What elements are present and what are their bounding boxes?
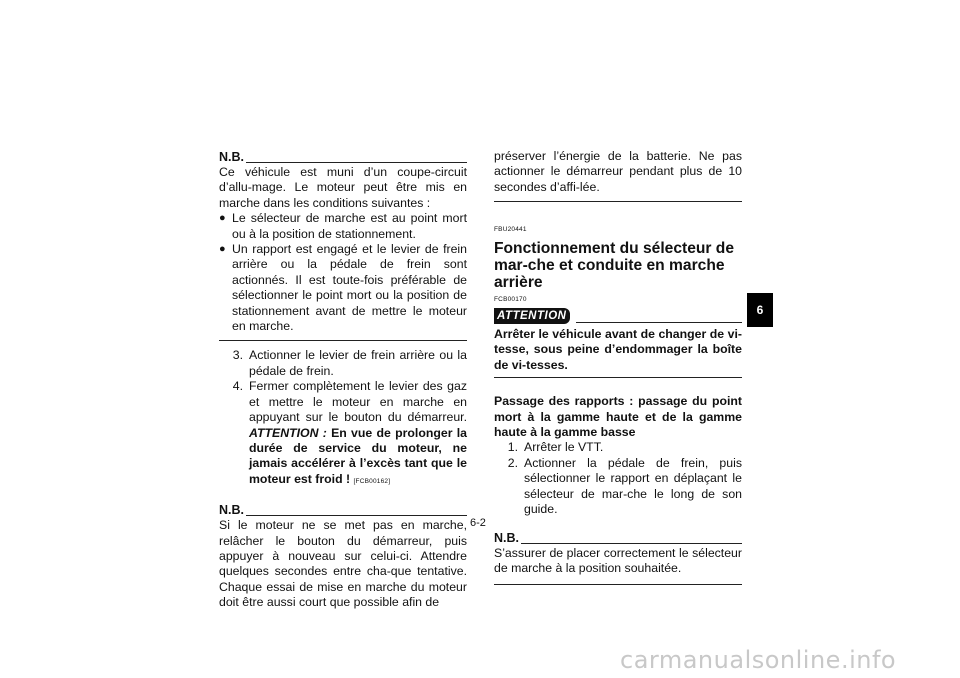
bullet-icon: ● (219, 243, 226, 256)
list-item: ● Le sélecteur de marche est au point mort ou à la position de stationnement. (219, 211, 467, 241)
page-number: 6-2 (470, 517, 486, 529)
nb-end-rule (494, 584, 742, 585)
section-title: Fonctionnement du sélecteur de mar-che et conduite en marche arrière (494, 239, 735, 291)
nb-rule (521, 543, 742, 544)
attention-text: En vue de prolonger la durée de service du moteur, ne jamais accélérer à l’excès tant que le moteur est froid ! (249, 425, 468, 486)
attention-text: Arrêter le véhicule avant de changer de vi-tesse, sous peine d’endommager la boîte de vi-tesses. (494, 327, 742, 372)
watermark: carmanualsonline.info (620, 646, 897, 674)
reference-code: [FCB00162] (353, 477, 391, 485)
attention-rule (576, 322, 742, 323)
nb-end-rule (219, 340, 467, 341)
nb-heading: N.B. (219, 150, 467, 165)
attention-badge: ATTENTION (494, 308, 570, 324)
nb-end-rule (494, 201, 742, 202)
step-2: 2. Actionner la pédale de frein, puis sélectionner le rapport en déplaçant le sélecteur de mar-che le long de son guide. (507, 455, 742, 517)
bullet-icon: ● (219, 212, 226, 225)
nb-text: Si le moteur ne se met pas en marche, relâcher le bouton du démarreur, puis appuyer à nouveau sur celui-ci. Attendre quelques secondes entre cha-que tentative. Chaque essai de mise en marche du moteur doit être aussi court que possible afin de (219, 518, 467, 610)
list-item: ● Un rapport est engagé et le levier de frein arrière ou la pédale de frein sont actionnés. Il est toute-fois préférable de sélectionner le point mort ou la position de stationnement avant de mettre le moteur en marche. (219, 242, 467, 334)
step-3: 3. Actionner le levier de frein arrière ou la pédale de frein. (232, 348, 467, 378)
continuation-text: préserver l’énergie de la batterie. Ne pas actionner le démarreur pendant plus de 10 secondes d’affi-lée. (494, 149, 742, 194)
chapter-tab: 6 (747, 293, 773, 327)
nb-text: S’assurer de placer correctement le sélecteur de marche à la position souhaitée. (494, 545, 742, 575)
nb-intro-text: Ce véhicule est muni d’un coupe-circuit d’allu-mage. Le moteur peut être mis en marche dans les conditions suivantes : (219, 165, 467, 210)
attention-end-rule (494, 377, 742, 378)
attention-label: ATTENTION : (249, 425, 327, 440)
step-4: 4. Fermer complètement le levier des gaz et mettre le moteur en marche en appuyant sur le bouton du démarreur. ATTENTION : En vue de prolonger la durée de service du moteur, ne jamais accélérer à l’excès tant que le moteur est froid ! [FCB00162] (232, 379, 468, 486)
nb-rule (246, 515, 467, 516)
procedure-title: Passage des rapports : passage du point mort à la gamme haute et de la gamme haute à la gamme basse (494, 394, 742, 440)
nb-heading: N.B. (219, 503, 467, 518)
nb-heading: N.B. (494, 531, 742, 546)
attention-code: FCB00170 (494, 295, 527, 303)
nb-rule (246, 162, 467, 163)
right-column (494, 149, 742, 585)
step-1: 1. Arrêter le VTT. (507, 440, 604, 455)
section-code: FBU20441 (494, 226, 527, 234)
attention-heading (494, 308, 742, 324)
left-column (219, 150, 467, 611)
